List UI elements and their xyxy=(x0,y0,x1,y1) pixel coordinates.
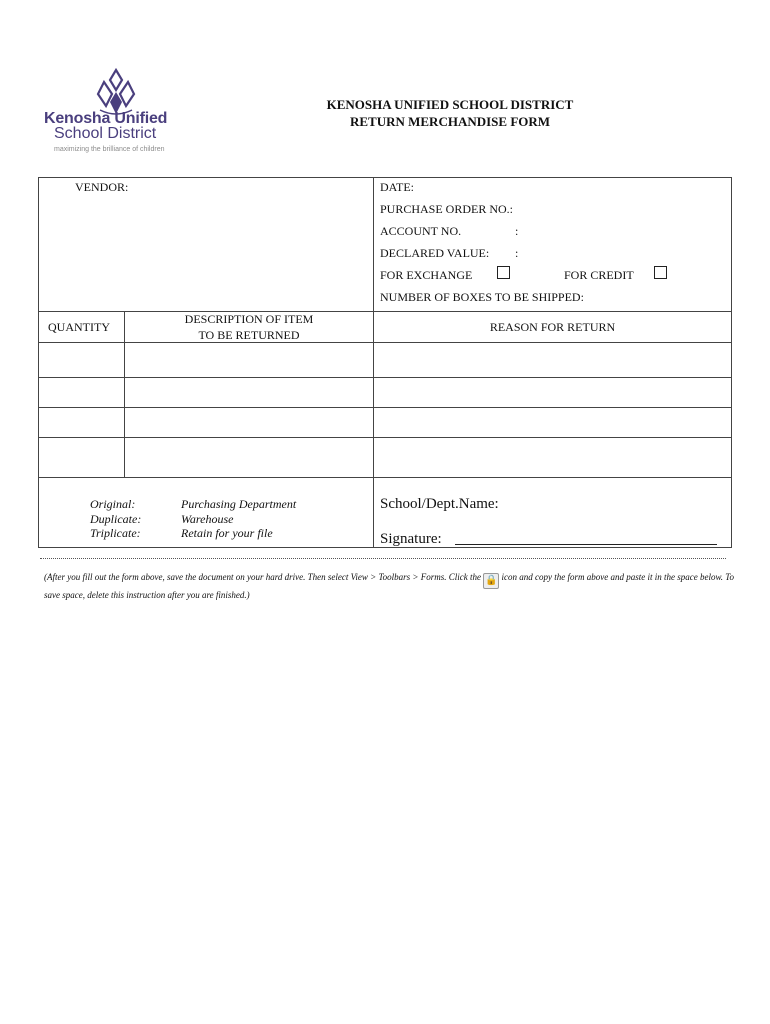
copy-label-duplicate: Duplicate: xyxy=(90,512,142,526)
instruction-text-before: (After you fill out the form above, save the document on your hard drive. Then select View > Toolbars > Forms. Click the xyxy=(44,572,481,582)
logo-name-line1: Kenosha Unified xyxy=(44,110,168,127)
for-exchange-checkbox[interactable] xyxy=(497,266,510,279)
copy-destination-original: Purchasing Department xyxy=(181,497,297,511)
declared-value-colon: : xyxy=(515,246,519,260)
for-credit-label: FOR CREDIT xyxy=(564,268,634,282)
copy-destination-triplicate: Retain for your file xyxy=(181,526,273,540)
copy-destination-duplicate: Warehouse xyxy=(181,512,234,526)
description-column-header-line2: TO BE RETURNED xyxy=(198,328,300,342)
date-label: DATE: xyxy=(380,180,414,194)
account-number-label: ACCOUNT NO. xyxy=(380,224,462,238)
page-title: KENOSHA UNIFIED SCHOOL DISTRICT xyxy=(326,97,574,112)
for-exchange-label: FOR EXCHANGE xyxy=(380,268,473,282)
instruction-text-after: icon and copy the form above and paste it in the space below. To save space, delete this instruction after you are finished.) xyxy=(44,572,734,600)
copy-label-original: Original: xyxy=(90,497,136,511)
number-of-boxes-label: NUMBER OF BOXES TO BE SHIPPED: xyxy=(380,290,584,304)
logo-tagline: maximizing the brilliance of children xyxy=(54,146,165,153)
quantity-column-header: QUANTITY xyxy=(48,320,110,334)
for-credit-checkbox[interactable] xyxy=(654,266,667,279)
copy-label-triplicate: Triplicate: xyxy=(90,526,141,540)
vendor-label: VENDOR: xyxy=(75,180,129,194)
purchase-order-label: PURCHASE ORDER NO.: xyxy=(380,202,514,216)
dotted-separator xyxy=(40,558,726,559)
instruction-note xyxy=(44,571,734,601)
declared-value-label: DECLARED VALUE: xyxy=(380,246,490,260)
signature-label: Signature: xyxy=(380,531,442,547)
signature-line[interactable] xyxy=(455,544,717,545)
page-subtitle: RETURN MERCHANDISE FORM xyxy=(349,114,551,129)
logo-name-line2: School District xyxy=(54,125,157,142)
district-logo xyxy=(36,68,186,156)
school-dept-name-label: School/Dept.Name: xyxy=(380,496,499,512)
description-column-header-line1: DESCRIPTION OF ITEM xyxy=(184,312,314,326)
account-number-colon: : xyxy=(515,224,519,238)
form-field-shading-icon: 🔒 xyxy=(483,573,499,589)
reason-column-header: REASON FOR RETURN xyxy=(489,320,616,334)
